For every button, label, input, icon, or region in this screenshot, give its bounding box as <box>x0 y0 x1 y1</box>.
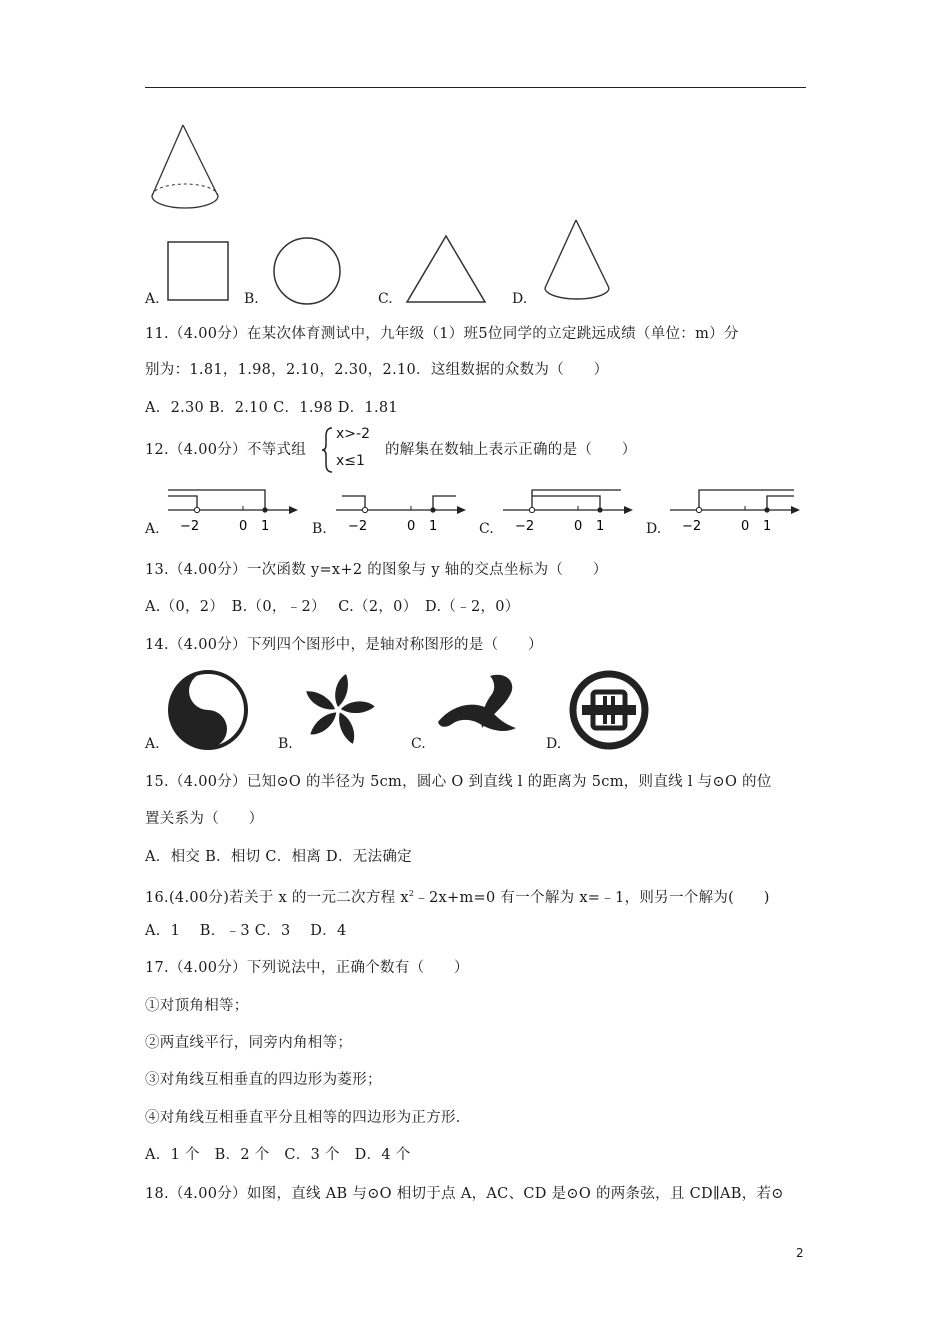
tick-label-0: 0 <box>407 519 416 534</box>
brace-icon <box>322 426 334 474</box>
tick-label-neg2: −2 <box>348 519 368 534</box>
tick-label-0: 0 <box>574 519 583 534</box>
tick-label-1: 1 <box>763 519 772 534</box>
q12-option-b[interactable]: B. <box>312 521 327 537</box>
q14-option-c[interactable]: C. <box>411 736 426 752</box>
tick-label-neg2: −2 <box>682 519 702 534</box>
q16-answers[interactable]: A．1 B．﹣3 C．3 D．4 <box>145 923 347 939</box>
q17-stem: 17.（4.00分）下列说法中，正确个数有（ ） <box>145 960 469 976</box>
q12-inequality-1: x>-2 <box>336 426 370 442</box>
q14-option-d[interactable]: D. <box>546 736 562 752</box>
yin-yang-icon <box>166 668 250 752</box>
ribbon-logo-icon <box>432 668 522 748</box>
tick-label-1: 1 <box>261 519 270 534</box>
q17-statement-3: ③对角线互相垂直的四边形为菱形； <box>145 1072 382 1088</box>
q12-option-a[interactable]: A. <box>145 521 160 537</box>
q10-option-a[interactable]: A. <box>145 291 160 307</box>
q11-answers[interactable]: A．2.30 B．2.10 C．1.98 D．1.81 <box>145 400 398 416</box>
q13-answers[interactable]: A.（0，2） B.（0，﹣2） C.（2，0） D.（﹣2，0） <box>145 599 520 615</box>
q17-statement-1: ①对顶角相等； <box>145 998 249 1014</box>
q10-option-c[interactable]: C. <box>378 291 393 307</box>
q14-option-b[interactable]: B. <box>278 736 293 752</box>
q12-stem-suffix: 的解集在数轴上表示正确的是（ ） <box>385 442 637 458</box>
q18-stem-line1: 18.（4.00分）如图，直线 AB 与⊙O 相切于点 A，AC、CD 是⊙O 的两条弦，且 CD∥AB，若⊙ <box>145 1186 784 1202</box>
tick-label-neg2: −2 <box>515 519 535 534</box>
q12-inequality-2: x≤1 <box>336 453 365 469</box>
number-line-b[interactable] <box>336 486 470 536</box>
page-number: 2 <box>796 1246 804 1260</box>
header-rule <box>145 87 806 88</box>
q17-statement-2: ②两直线平行，同旁内角相等； <box>145 1035 353 1051</box>
number-line-c[interactable] <box>503 486 637 536</box>
number-line-d[interactable] <box>670 486 804 536</box>
cone-figure <box>145 120 245 220</box>
q12-option-d[interactable]: D. <box>646 521 662 537</box>
q15-stem-line1: 15.（4.00分）已知⊙O 的半径为 5cm，圆心 O 到直线 l 的距离为 5cm，则直线 l 与⊙O 的位 <box>145 774 772 790</box>
q17-statement-4: ④对角线互相垂直平分且相等的四边形为正方形． <box>145 1110 471 1126</box>
q14-option-a[interactable]: A. <box>145 736 160 752</box>
q12-option-c[interactable]: C. <box>479 521 494 537</box>
q16-stem-post: ﹣2x+m=0 有一个解为 x=﹣1，则另一个解为( ) <box>414 890 770 906</box>
q15-answers[interactable]: A．相交 B．相切 C．相离 D．无法确定 <box>145 849 412 865</box>
number-line-a[interactable] <box>168 486 302 536</box>
cone-view-icon <box>540 218 620 304</box>
q15-stem-line2: 置关系为（ ） <box>145 811 264 827</box>
tick-label-neg2: −2 <box>180 519 200 534</box>
q16-exponent: 2 <box>408 889 415 898</box>
square-view-icon <box>166 240 230 302</box>
q14-stem: 14.（4.00分）下列四个图形中，是轴对称图形的是（ ） <box>145 637 543 653</box>
triangle-view-icon <box>405 234 487 304</box>
bank-logo-icon <box>567 668 651 752</box>
tick-label-1: 1 <box>596 519 605 534</box>
bauhinia-flower-icon <box>298 670 378 750</box>
tick-label-1: 1 <box>429 519 438 534</box>
q16-stem-pre: 16.(4.00分)若关于 x 的一元二次方程 x <box>145 890 409 906</box>
q11-stem-line2: 别为：1.81，1.98，2.10，2.30，2.10．这组数据的众数为（ ） <box>145 362 609 378</box>
tick-label-0: 0 <box>239 519 248 534</box>
q10-option-b[interactable]: B. <box>244 291 259 307</box>
q10-option-d[interactable]: D. <box>512 291 528 307</box>
q12-stem-prefix: 12.（4.00分）不等式组 <box>145 442 307 458</box>
q17-answers[interactable]: A．1 个 B．2 个 C．3 个 D．4 个 <box>145 1147 411 1163</box>
q16-stem <box>145 884 770 908</box>
q11-stem-line1: 11.（4.00分）在某次体育测试中，九年级（1）班5位同学的立定跳远成绩（单位：m）分 <box>145 326 739 342</box>
q13-stem: 13.（4.00分）一次函数 y=x+2 的图象与 y 轴的交点坐标为（ ） <box>145 562 608 578</box>
tick-label-0: 0 <box>741 519 750 534</box>
circle-view-icon <box>271 236 343 306</box>
